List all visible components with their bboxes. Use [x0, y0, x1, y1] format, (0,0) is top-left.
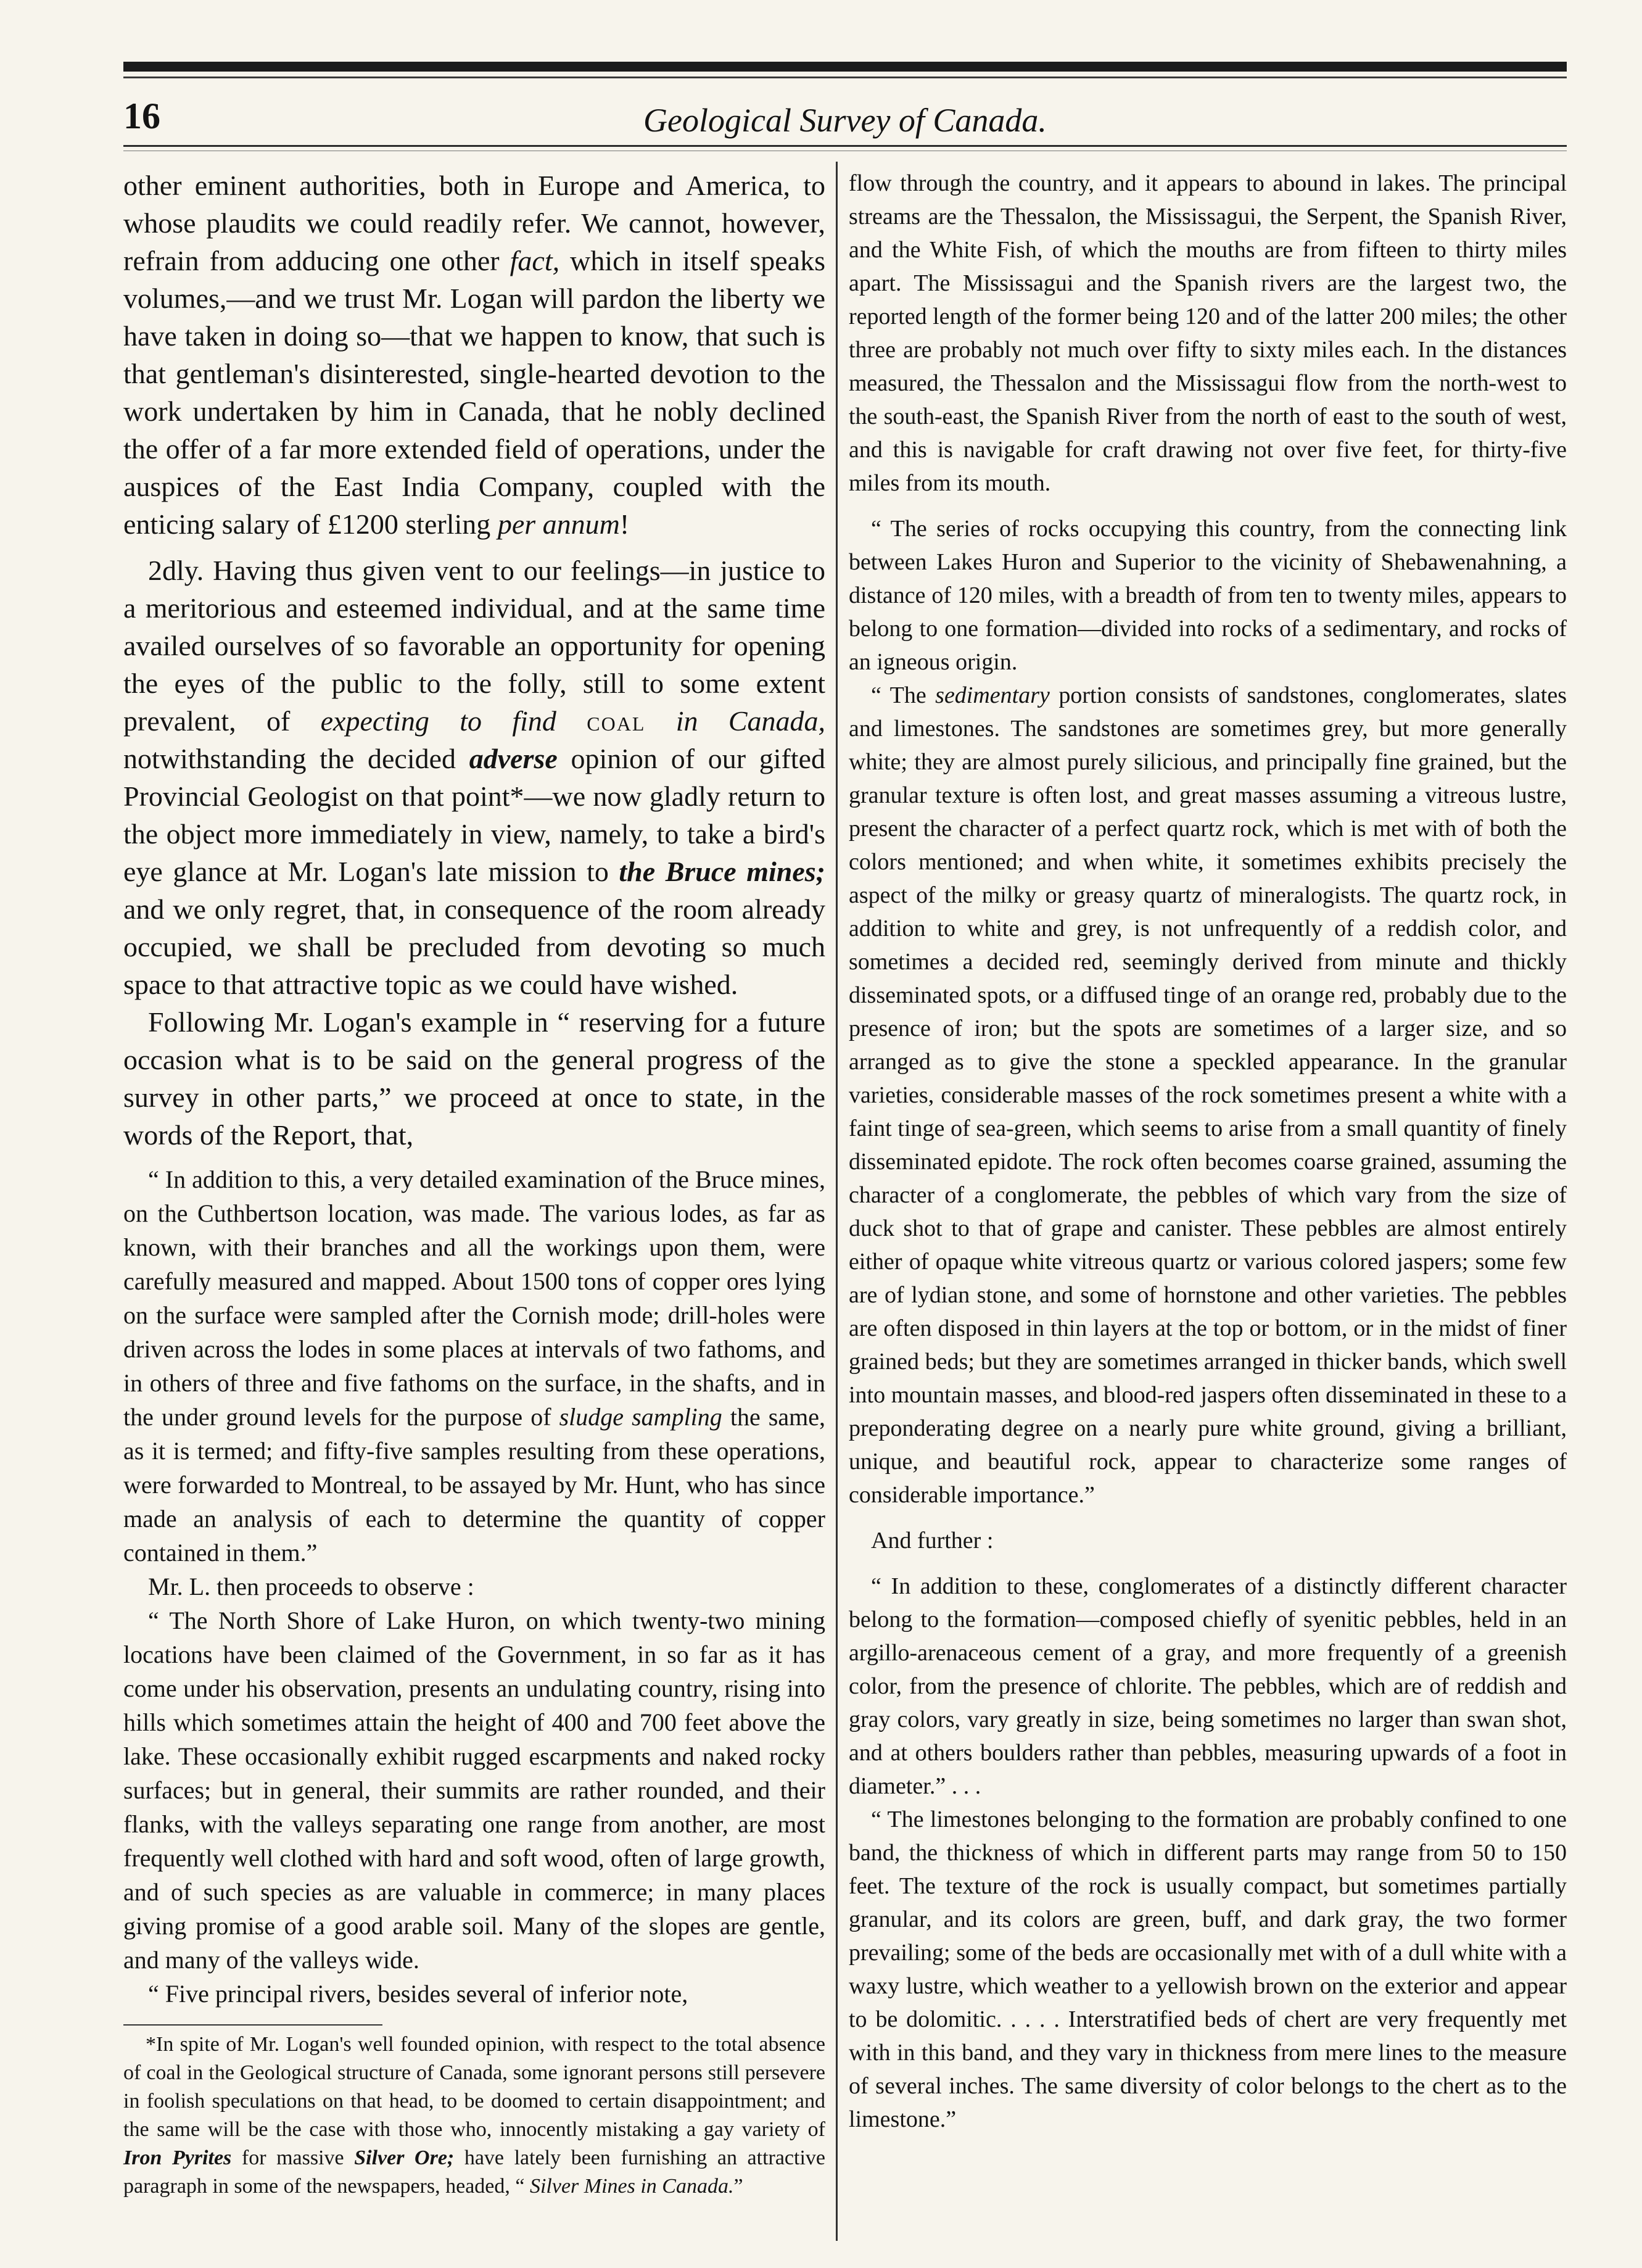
- top-rule-thin: [123, 77, 1567, 78]
- right-column: [849, 167, 1567, 2233]
- footnote-rule: [123, 2024, 382, 2026]
- page-number: 16: [123, 96, 160, 136]
- paragraph-north-shore-quote: “ The North Shore of Lake Huron, on which twenty-two mining locations have been claimed of the Government, in so far as it has come under his observation, presents an undulating country, rising into hills which sometimes attain the height of 400 and 700 feet above the lake. These occasionally exhibit rugged escarpments and naked rocky surfaces; but in general, their summits are rather rounded, and their flanks, with the valleys separating one range from another, are most frequently well clothed with hard and soft wood, often of large growth, and of such species as are valuable in commerce; in many places giving promise of a good arable soil. Many of the slopes are gentle, and many of the valleys wide.: [123, 1607, 825, 1974]
- paragraph-limestones: “ The limestones belonging to the formation are probably confined to one band, the thickness of which in different parts may range from 50 to 150 feet. The texture of the rock is usually compact, but sometimes partially granular, and its colors are green, buff, and dark gray, the two former prevailing; some of the beds are occasionally met with of a dull white with a waxy lustre, which weather to a yellowish brown on the exterior and appear to be dolomitic. . . . . Interstratified beds of chert are very frequently met with in this band, and they vary in thickness from mere lines to the measure of several inches. The same diversity of color belongs to the chert as to the limestone.”: [849, 1807, 1567, 2132]
- paragraph-five-rivers: “ Five principal rivers, besides several of inferior note,: [148, 1980, 688, 2008]
- paragraph-mr-l-observes: Mr. L. then proceeds to observe :: [148, 1573, 474, 1600]
- header-rule: [123, 145, 1567, 147]
- running-title: Geological Survey of Canada.: [643, 102, 1047, 139]
- paragraph-sedimentary-portion: “ The sedimentary portion consists of sandstones, conglomerates, slates and limestones. The sandstones are sometimes grey, but more generally white; they are almost purely silicious, and principally fine grained, but the granular texture is often lost, and great masses assuming a vitreous lustre, present the character of a perfect quartz rock, which is met with of both the colors mentioned; and when white, it sometimes exhibits precisely the aspect of the milky or greasy quartz of mineralogists. The quartz rock, in addition to white and grey, is not unfrequently of a reddish color, and sometimes a decided red, seemingly derived from minute and thickly disseminated spots, or a diffused tinge of an orange red, probably due to the presence of iron; but the spots are sometimes of a larger size, and so arranged as to give the stone a speckled appearance. In the granular varieties, considerable masses of the rock sometimes present a white with a faint tinge of sea-green, which seems to arise from a small quantity of finely disseminated epidote. The rock often becomes coarse grained, assuming the character of a conglomerate, the pebbles of which vary from the size of duck shot to that of grape and canister. These pebbles are almost entirely either of opaque white vitreous quartz or various colored jaspers; some few are of lydian stone, and some of hornstone and other varieties. The pebbles are often disposed in thin layers at the top or bottom, or in the midst of finer grained beds; but they are sometimes arranged in thicker bands, which swell into mountain masses, and blood-red jaspers often disseminated in these to a preponderating degree on a nearly pure white ground, giving a brilliant, unique, and beautiful rock, appear to characterize some ranges of considerable importance.”: [849, 682, 1567, 1508]
- left-column: [123, 167, 825, 2246]
- footnote: *In spite of Mr. Logan's well founded opinion, with respect to the total absence of coal in the Geological structure of Canada, some ignorant persons still persevere in foolish speculations on that head, to be doomed to certain disappointment; and the same will be the case with those who, innocently mistaking a gay variety of Iron Pyrites for massive Silver Ore; have lately been furnishing an attractive paragraph in some of the newspapers, headed, “ Silver Mines in Canada.”: [123, 2033, 826, 2198]
- paragraph-authorities: other eminent authorities, both in Europe and America, to whose plaudits we could readily refer. We cannot, however, refrain from adducing one other fact, which in itself speaks volumes,—and we trust Mr. Logan will pardon the liberty we have taken in doing so—that we happen to know, that such is that gentleman's disinterested, single-hearted devotion to the work undertaken by him in Canada, that he nobly declined the offer of a far more extended field of operations, under the auspices of the East India Company, coupled with the enticing salary of £1200 sterling per annum!: [123, 170, 825, 540]
- paragraph-rivers-flow: flow through the country, and it appears to abound in lakes. The principal streams are the Thessalon, the Mississagui, the Serpent, the Spanish River, and the White Fish, of which the mouths are from fifteen to thirty miles apart. The Mississagui and the Spanish rivers are the largest two, the reported length of the former being 120 and of the latter 200 miles; the other three are probably not much over fifty to sixty miles each. In the distances measured, the Thessalon and the Mississagui flow from the north-west to the south-east, the Spanish River from the north of east to the south of west, and this is navigable for craft drawing not over five feet, for thirty-five miles from its mouth.: [849, 170, 1567, 496]
- column-divider: [836, 162, 838, 2241]
- paragraph-second-point: 2dly. Having thus given vent to our feelings—in justice to a meritorious and esteemed individual, and at the same time availed ourselves of so favorable an opportunity for opening the eyes of the public to the folly, still to some extent prevalent, of expecting to find coal in Canada, notwithstanding the decided adverse opinion of our gifted Provincial Geologist on that point*—we now gladly return to the object more immediately in view, namely, to take a bird's eye glance at Mr. Logan's late mission to the Bruce mines; and we only regret, that, in consequence of the room already occupied, we shall be precluded from devoting so much space to that attractive topic as we could have wished.: [123, 555, 826, 1000]
- paragraph-series-of-rocks: “ The series of rocks occupying this country, from the connecting link between Lakes Huron and Superior to the vicinity of Shebawenahning, a distance of 120 miles, with a breadth of from ten to twenty miles, appears to belong to one formation—divided into rocks of a sedimentary, and rocks of an igneous origin.: [849, 516, 1567, 675]
- paragraph-conglomerates: “ In addition to these, conglomerates of a distinctly different character belong to the formation—composed chiefly of syenitic pebbles, held in an argillo-arenaceous cement of a gray, and more frequently of a greenish color, from the presence of chlorite. The pebbles, which are of reddish and gray colors, vary greatly in size, being sometimes no larger than swan shot, and at others boulders rather than pebbles, measuring upwards of a foot in diameter.” . . .: [849, 1573, 1567, 1799]
- top-rule: [123, 62, 1567, 72]
- page-header: [123, 93, 1567, 148]
- paragraph-bruce-mines-quote: “ In addition to this, a very detailed examination of the Bruce mines, on the Cuthbertson location, was made. The various lodes, as far as known, with their branches and all the workings upon them, were carefully measured and mapped. About 1500 tons of copper ores lying on the surface were sampled after the Cornish mode; drill-holes were driven across the lodes in some places at intervals of two fathoms, and in others of three and five fathoms on the surface, in the shafts, and in the under ground levels for the purpose of sludge sampling the same, as it is termed; and fifty-five samples resulting from these operations, were forwarded to Montreal, to be assayed by Mr. Hunt, who has since made an analysis of each to determine the quantity of copper contained in them.”: [123, 1165, 825, 1566]
- paragraph-and-further: And further :: [871, 1528, 994, 1554]
- paragraph-following-logan: Following Mr. Logan's example in “ reserving for a future occasion what is to be said on the general progress of the survey in other parts,” we proceed at once to state, in the words of the Report, that,: [123, 1006, 825, 1151]
